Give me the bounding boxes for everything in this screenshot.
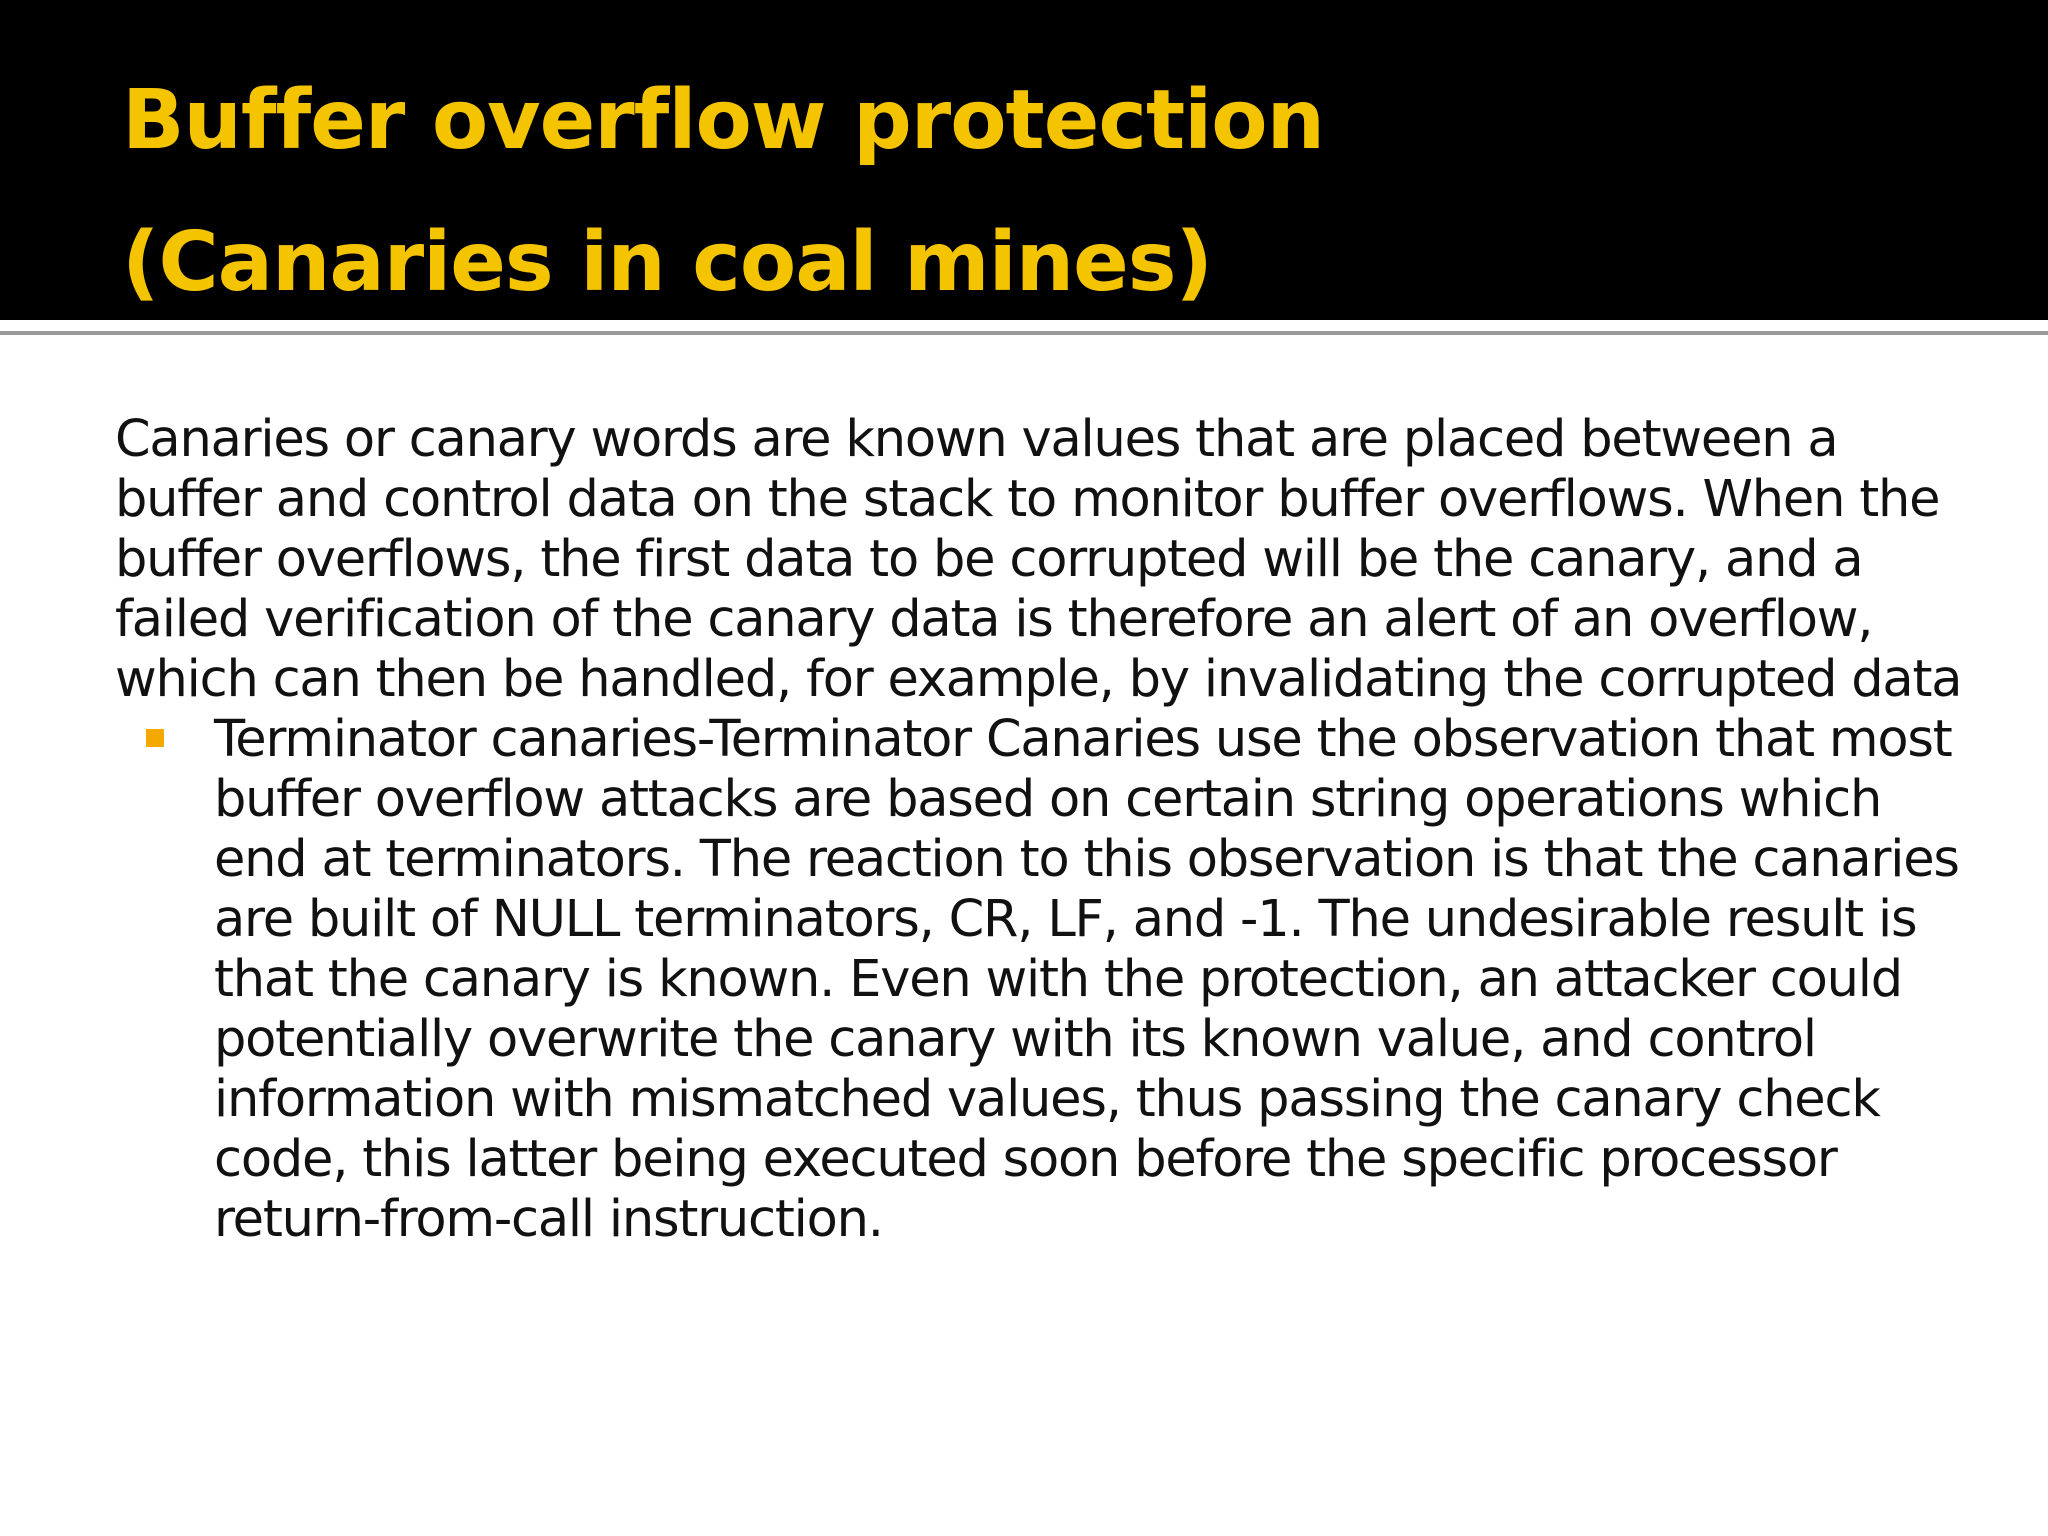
slide-body [115,410,1985,1250]
bullet-text: Terminator canaries-Terminator Canaries use the observation that most buffer overflow attacks are based on certain string operations which end at terminators. The reaction to this observation is that the canaries are built of NULL terminators, CR, LF, and -1. The undesirable result is that the canary is known. Even with the protection, an attacker could potentially overwrite the canary with its known value, and control information with mismatched values, thus passing the canary check code, this latter being executed soon before the specific processor return-from-call instruction. [214,710,1959,1249]
slide-title-line-1: Buffer overflow protection [122,73,1324,168]
title-divider-gap [0,320,2048,331]
slide-title-line-2: (Canaries in coal mines) [122,215,1213,310]
square-bullet-icon [146,729,164,747]
title-divider-line [0,331,2048,335]
bullet-item [115,710,1985,1250]
intro-paragraph: Canaries or canary words are known values that are placed between a buffer and control data on the stack to monitor buffer overflows. When the buffer overflows, the first data to be corrupted will be the canary, and a failed verification of the canary data is therefore an alert of an overflow, which can then be handled, for example, by invalidating the corrupted data [115,410,1962,709]
title-band [0,0,2048,320]
slide-title [122,50,1982,334]
